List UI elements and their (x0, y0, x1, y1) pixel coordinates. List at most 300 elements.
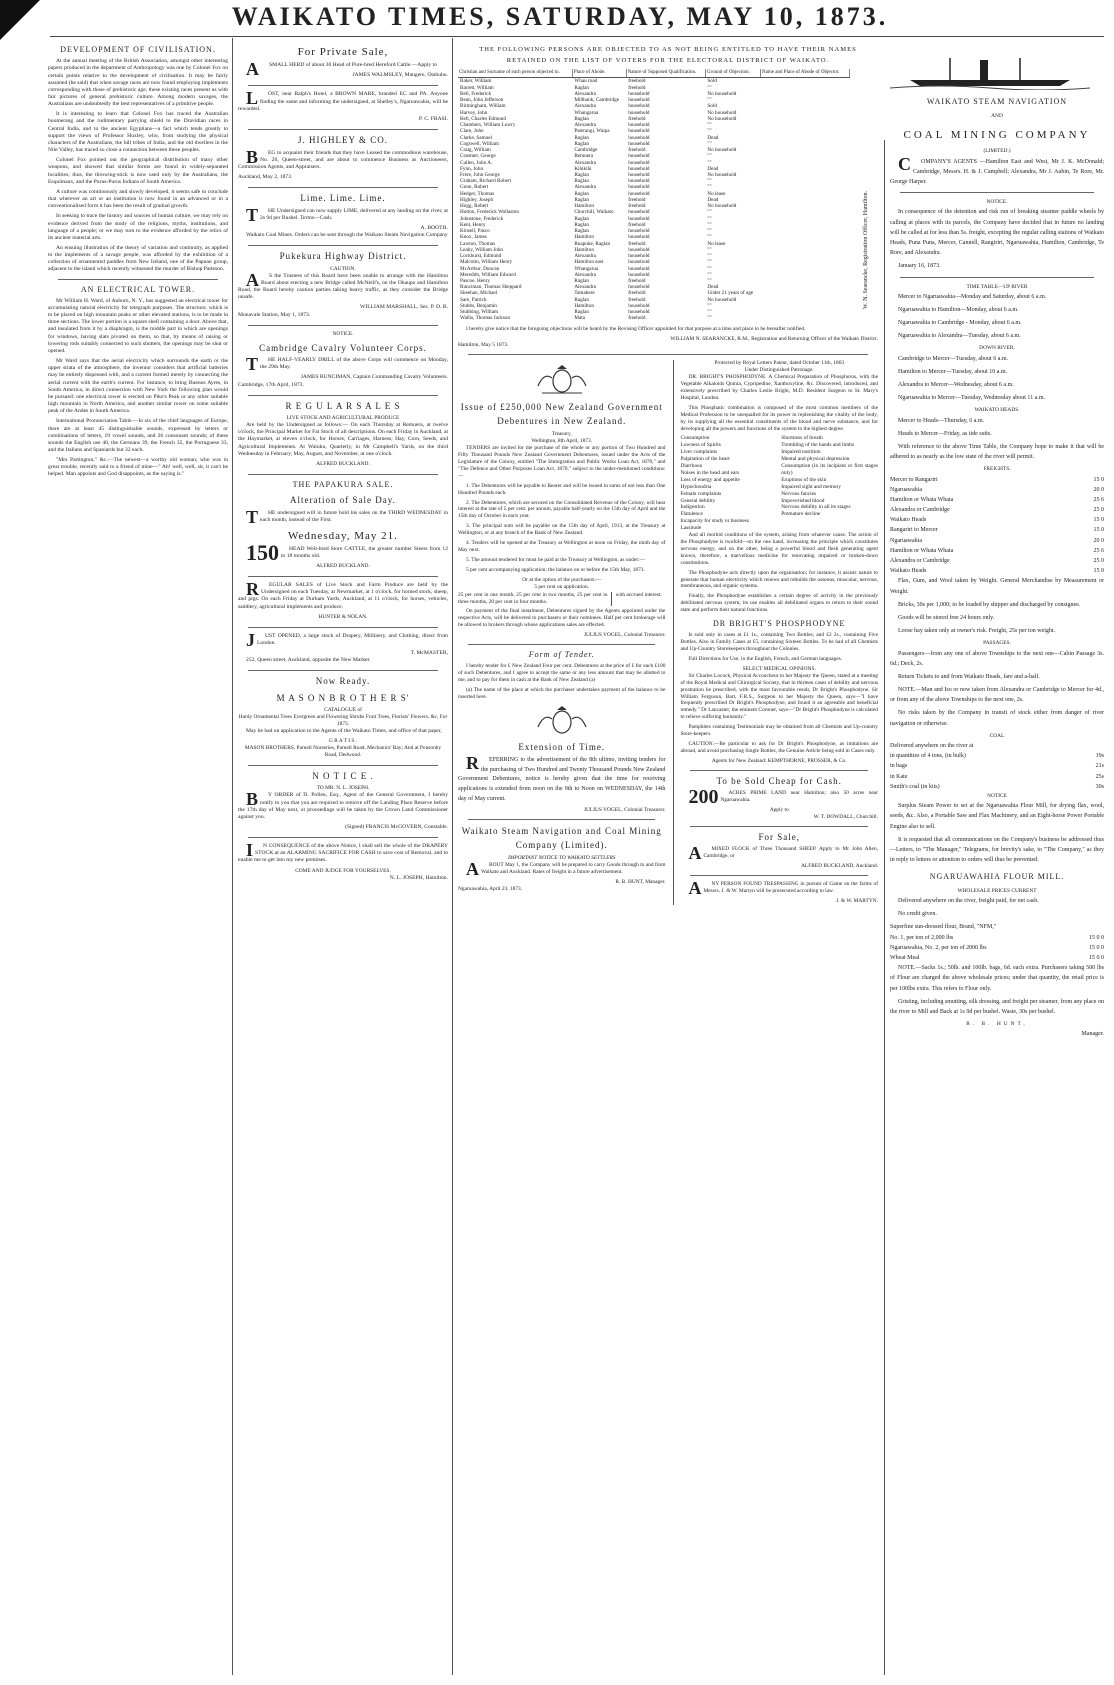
article-heading: DEVELOPMENT OF CIVILISATION. (60, 45, 216, 54)
article-paragraph: Colonel Fox pointed out the geographical distribution of many other weapons, and showed that similar forms are found in widely-separated localities; thus, the throwing-stick is now used only by the Australians, the Esquimaux, and the Purus-Purus Indians of South America. (48, 157, 228, 185)
voter-name: Frere, John George (460, 172, 500, 178)
voter-name: Gunn, Robert (460, 184, 489, 191)
freight-route: Ngaruawahia (890, 537, 922, 544)
freight-route: Waikato Heads (890, 517, 927, 524)
voter-name: Graham, Richard Robert (460, 178, 512, 185)
symptom-item: Lassitude (680, 525, 702, 532)
voter-name: Bell, Frederick (460, 90, 492, 97)
voter-qualification: household (628, 309, 650, 316)
loan-body: TENDERS are invited for the purchase of the whole or any portion of Two Hundred and Fifty Thousand Pounds New Zealand Government Debentures, issued under the Acts of the Legislature of the Colony, entitled "The Immigration and Public Works Loan Act, 1870," and "The Defence and Other Purposes Loan Act, 1870," subject to the under-mentioned conditions:— (458, 445, 666, 479)
divider (900, 277, 1094, 278)
voter-ground: "" (707, 277, 712, 284)
ad-papakura: THE PAPAKURA SALE. Alteration of Sale Day. T HE undersigned will in future hold his sales on the THIRD WEDNESDAY in each month, instead of the First. Wednesday, May 21. 150 HEAD Well-bred Store CATTLE, the greater number Steers from 12 to 18 months old. ALFRED BUCKLAND. (246, 479, 448, 570)
voter-place: Raglan (574, 221, 590, 228)
freight-route: Alexandra or Cambridge (890, 558, 950, 565)
symptom-item: Loss of energy and appetite (680, 476, 740, 483)
article-paragraph: Mr William H. Ward, of Auburn, N. Y., has suggested an electrical tower for accumulating natural electricity for telegraph purposes. The structure, which is to be placed on high mountain peaks or other elevated stations, is to be made in three sections. The lower portion is a square shell containing a door. Above that, and insulated from it by a diaphragm, is the middle part in which are openings for windows, having slats pivoted on them, so that, by means of raising or lowering rods suitably connected to such shutters, the openings may be shut or opened. (48, 297, 228, 354)
voter-place: Raglan (574, 196, 590, 203)
voter-place: Raglan (574, 296, 590, 303)
voter-ground: No lease (707, 190, 726, 197)
voter-name: Meredith, William Edward (460, 271, 516, 278)
royal-arms-icon (532, 364, 592, 396)
freight-price: 15 0 (1093, 476, 1104, 483)
ad-lost-mare: L OST, near Ralph's Hotel, a BROWN MARE, branded EC and PA. Anyone finding the same and informing the undersigned, at Shelley's, Ngaruawahia, will be rewarded. P. C. FRASI. (238, 88, 448, 122)
divider (248, 474, 438, 475)
symptom-item: Premature decline (781, 511, 821, 518)
voter-name: Cranmer, George (460, 153, 496, 160)
voter-qualification: freehold (628, 277, 646, 284)
voter-ground: No household (707, 172, 737, 178)
freight-price: 25 6 (1093, 547, 1104, 554)
timetable-entry: Ngaruawahia to Mercer—Tuesday, Wednesday about 11 a.m. (898, 395, 1046, 402)
coal-prices (890, 751, 1104, 792)
loan-condition: 4. Tenders will be opened at the Treasury at Wellington at noon on Friday, the ninth day of May next. (458, 540, 666, 553)
mill-row (890, 922, 1104, 932)
mill-price: 15 0 0 (1089, 955, 1104, 961)
voter-place: Whau road (574, 78, 598, 85)
divider (248, 129, 438, 130)
voter-name: Chambers, William Lowry (460, 122, 516, 129)
voter-place: Millbank, Cambridge (574, 97, 619, 104)
mill-prices (890, 922, 1104, 963)
voter-name: Bean, John Jefferson (460, 97, 504, 104)
mill-row (890, 953, 1104, 963)
corner-mark (0, 0, 40, 40)
voter-name: Malcolm, William Henry (460, 259, 513, 266)
voter-place: Alexandra (574, 159, 596, 166)
freight-row (890, 566, 1104, 576)
divider (690, 875, 868, 876)
ad-pukekura: Pukekura Highway District. CAUTION. A S the Trustees of this Board have been unable to arrange with the Hamilton Board about erecting a new Bridge called McNeill's, on the Ohaupo and Hamilton Road, the Board hereby caution parties taking heavy traffic, as they consider the Bridge unsafe. WILLIAM MARSHALL, Sec. P. D. B. Monavale Station, May 1, 1873. (238, 251, 448, 318)
voter-qualification: household (628, 134, 650, 141)
voter-ground: Under 21 years of age (707, 290, 754, 297)
voter-name: Fynn, John (460, 165, 484, 172)
freight-row (890, 485, 1104, 495)
voter-name: Sare, Patrick (460, 296, 487, 303)
voter-ground: "" (707, 184, 712, 191)
column-5: WAIKATO STEAM NAVIGATION AND COAL MINING COMPANY (LIMITED.) C OMPANY'S AGENTS —Hamilton East and West, Mr J. K. McDonald; Cambridge, Messrs. H. & J. Campbell; Alexandra, Mr J. Aubin, Te Rore, Mr. George Harper. NOTICE. In consequence of the detention and risk run of breaking steamer paddle wheels by calling at places with its parcels, the Company have decided that in future no landing will be called at for less than 5s. freight, excepting the regular calling stations of Waikato Heads, Puna Puna, Mercer, Cannell, Rangiriri, Ngaruawahia, Hamilton, Cambridge, Te Rore, and Alexandra. January 16, 1873. TIME TABLE—UP RIVER Mercer to Ngaruawahia—Monday and Saturday, about 6 a.m. Ngaruawahia to Hamilton—Monday, about 6 a.m. Ngaruawahia to Cambridge - Monday, about 6 a.m. Ngaruawahia to Alexandra—Tuesday, about 6 a.m. DOWN RIVER. Cambridge to Mercer—Tuesday, about 6 a.m. Hamilton to Mercer—Tuesday, about 10 a.m. Alexandra to Mercer—Wednesday, about 6 a.m. Ngaruawahia to Mercer—Tuesday, Wednesday about 11 a.m. WAIKATO HEADS. Mercer to Heads—Thursday, 6 a.m. Heads to Mercer—Friday, as tide suits. With reference to the above Time Table, the Company hope to make it that will be adhered to as nearly as the low state of the river will permit. FREIGHTS. Mercer to Rangariri 15 0 Ngaruawahia 20 0 Hamilton or Whata Whata 25 6 Alexandra or Cambridge 25 0 Waikato Heads 15 0 Rangariri to Mercer 15 0 Ngaruawahia 20 0 Hamilton or Whata Whata 25 6 Alexandra or Cambridge 25 0 Waikato Heads 15 0 Flax, Gum, and Wool taken by Weight. General Merchandise by Measurement or Weight. Bricks, 30s per 1,000; to be loaded by shipper and discharged by consignee. Goods will be stored free 24 hours only. Loose hay taken only at owner's risk. Freight, 25s per ton weight. PASSAGES. Passengers—from any one of above Townships to the next one—Cabin Passage 3s. 6d.; Deck, 2s. Return Tickets to and from Waikato Heads, fare and a-half. NOTE.—Man and Iso or now taken from Alexandra or Cambridge to Mercer for 4d., or from any of the above Townships to the next one, 2s. No risks taken by the Company in transit of stock either from danger of river navigation or otherwise. COAL Delivered anywhere on the river at in quantities of 4 tons, (in bulk) 19s in bags 21s in Kate 25s Smith's coal (in kits) 30s NOTICE Surplus Steam Power to set at the Ngaruawahia Flour Mill, for drying flax, wool, seeds, &c. Also, a Portable Saw and Flax Machinery, and an Eight-horse Power Portable Engine also to sell. It is requested that all communications on the Company's business be addressed thus—Letters, to "The Manager," Telegrams, for brevity's sake, to "The Company," as they in reply to letters or attention to orders will thus be prevented. NGARUAWAHIA FLOUR MILL. WHOLESALE PRICES CURRENT Delivered anywhere on the river, freight paid, for net cash. No credit given. Superfine sun-dressed flour, Brand, "NFM," No. 1, per ton of 2,000 lbs 15 0 0 Ngaruawahia, No. 2, per ton of 2000 lbs 15 0 0 Wheat Meal 15 0 0 NOTE.—Sacks 1s.; 50lb. and 100lb. bags, 6d. each extra. Purchasers taking 500 lbs of Flour are charged the above wholesale prices; under that quantity, the retail price is per 100lbs extra. This refers to Flour only. Gristing, including smutting, silk dressing, and freight per steamer, from any place on the river to Mill and Back at 1s 9d per bushel. Waste, 30s per bushel. R. B. HUNT, Manager. (890, 50, 1104, 1675)
voter-qualification: household (628, 284, 650, 291)
freight-row (890, 546, 1104, 556)
product-title: DR BRIGHT'S PHOSPHODYNE (712, 619, 846, 629)
divider (248, 670, 438, 671)
symptom-item: Consumption (680, 435, 710, 442)
voter-place: Raglan (574, 172, 590, 178)
voter-qualification: household (628, 153, 650, 160)
voter-qualification: household (628, 90, 650, 97)
coal-item: Smith's coal (in kits) (890, 783, 940, 790)
table-row (458, 315, 850, 321)
coal-price: 25s (1095, 773, 1104, 780)
voter-qualification: household (628, 234, 650, 241)
voter-ground: "" (707, 253, 712, 260)
table-row (458, 78, 850, 85)
symptom-item: Trembling of the hands and limbs (781, 442, 854, 449)
article-paragraph: A culture was continuously and slowly developed, it seems safe to conclude that wherever an art or an institution is now found in an advanced or in a conventionalised form it has been the result of gradual growth. (48, 188, 228, 210)
voter-name: Wallis, Thomas Jackson (460, 315, 511, 322)
voter-name: Runciman, Thomas Sheppard (460, 284, 522, 291)
voter-ground: No household (707, 147, 737, 154)
ad-mason-brothers: Now Ready. M A S O N B R O T H E R S' CATALOGUE of Hardy Ornamental Trees Evergreen and Flowering Shrubs Fruit Trees, Florists' Flowers, &c, For 1873. May be had on application to the Agents of the Waikato Times, and office of that paper, G R A T I S . MASON BROTHERS, Parnell Nurseries, Parnell Road, Mechanics' Bay; And at Ponsonby Road, Dedwood. (238, 676, 448, 759)
voter-qualification: household (628, 253, 650, 260)
loan-signature: JULIUS VOGEL, Colonial Treasurer. (583, 632, 666, 638)
loan-condition: 5. The amount tendered for must be paid at the Treasury at Wellington, as under:— (466, 556, 646, 563)
loan-condition: 2. The Debentures, which are secured on the Consolidated Revenue of the Colony, will bear interest at the rate of 5 per cent. per annum, payable half-yearly on the 15th day of April and the 15th day of October in each year. (458, 499, 666, 520)
debenture-column: Issue of £250,000 New Zealand Government Debentures in New Zealand. Treasury, Wellington, 8th April, 1873. TENDERS are invited for the purchase of the whole or any portion of Two Hundred and Fifty Thousand Pounds New Zealand Government Debentures, issued under the Acts of the Legislature of the Colony, entitled "The Immigration and Public Works Loan Act, 1870," and "The Defence and Other Purposes Loan Act, 1870," subject to the under-mentioned conditions:— 1. The Debentures will be payable to Bearer and will be issued in sums of not less than One Hundred Pounds each. 2. The Debentures, which are secured on the Consolidated Revenue of the Colony, will bear interest at the rate of 5 per cent. per annum, payable half-yearly on the 15th day of April and the 15th day of October in each year. 3. The principal sum will be payable on the 15th day of April, 1913, at the Treasury at Wellington, or at any branch of the Bank of New Zealand. 4. Tenders will be opened at the Treasury at Wellington at noon on Friday, the ninth day of May next. 5. The amount tendered for must be paid at the Treasury at Wellington, as under:— 5 per cent accompanying application; the balance on or before the 15th May, 1873. Or at the option of the purchasers:— 5 per cent on application. 25 per cent in one month, 25 per cent in two months, 25 per cent in three months, 20 per cent in four months. with accrued interest. On payment of the final instalment, Debentures signed by the Agents appointed under the respective Acts, will be delivered to purchasers or their nominees. Half per cent brokerage will be allowed to brokers through whose applications sales are effected. JULIUS VOGEL, Colonial Treasurer. Form of Tender. I hereby tender for £ New Zealand Four per cent. Debentures at the price of £ for each £100 of such Debentures, and I agree to accept the same or any less amount that may be allotted to me, and to pay for them in cash at the Bank of New Zealand (a) (a) The name of the place at which the purchaser undertakes payment of the balance to be inserted here. Extension of Time. R EFERRING to the advertisement of the 8th ultimo, inviting tenders for the purchasing of Two Hundred and Twenty Thousand Pounds New Zealand Government Debentures, notice is hereby given that the time for receiving applications is extended from noon on the 9th to Noon on WEDNESDAY, the 14th day of May current. JULIUS VOGEL, Colonial Treasurer. Waikato Steam Navigation and Coal Mining Company (Limited). IMPORTANT NOTICE TO WAIKATO SETTLERS A BOUT May 1, the Company will be prepared to carry Goods through to and from Waikato and Auckland. Rates of freight in a future advertisement. R. B. HUNT, Manager. Ngaruawahia, April 23, 1873. (458, 360, 665, 904)
voter-place: Paterangi, Waipa (574, 128, 610, 135)
coal-row (890, 751, 1104, 761)
steamer-icon (890, 50, 1090, 90)
voter-name: Craig, William (460, 147, 491, 154)
divider (900, 192, 1094, 193)
voter-qualification: freehold (628, 315, 646, 322)
voter-qualification: freehold (628, 147, 646, 154)
symptom-item: Nervous fancies (781, 490, 817, 497)
coal-row (890, 782, 1104, 792)
voter-place: Remuera (574, 153, 594, 160)
voter-qualification: freehold (628, 290, 646, 297)
symptom-item: Impaired nutrition (781, 449, 821, 456)
symptom-item: Noises in the head and ears (680, 469, 740, 476)
voter-name: Knox, James (460, 234, 487, 241)
coal-price: 30s (1095, 783, 1104, 790)
voter-place: Cambridge (574, 147, 598, 154)
timetable-entry: Ngaruawahia to Alexandra—Tuesday, about 6 a.m. (898, 333, 1021, 340)
article-paragraph: It is interesting to learn that Colonel Fox has traced the Australian boomerang and the rudimentary parrying shield to the Dravidian races in Central India, and to the ancient Egyptians—a fact which tends greatly to support the views of Professor Huxley, who, from studying the physical characters of the Australians, the hill tribes of India, and the old dwellers in the Nile Valley, has traced so close a connection between these peoples. (48, 111, 228, 154)
freight-row (890, 495, 1104, 505)
voter-name: Clare, John (460, 128, 484, 135)
voter-place: Alexandra (574, 122, 596, 129)
freight-route: Hamilton or Whata Whata (890, 547, 954, 554)
masthead: WAIKATO TIMES, SATURDAY, MAY 10, 1873. (231, 2, 889, 31)
voter-place: Alexandra (574, 284, 596, 291)
voter-name: Clarke, Samuel (460, 134, 492, 141)
voter-place: Alexandra (574, 271, 596, 278)
freight-route: Waikato Heads (890, 568, 927, 575)
symptom-item: Diarrhoea (680, 463, 702, 470)
freight-price: 25 0 (1093, 558, 1104, 565)
divider (690, 826, 868, 827)
divider (248, 245, 438, 246)
voter-ground: "" (707, 153, 712, 160)
voter-name: Johnstone, Frederick (460, 215, 504, 222)
mill-row (890, 943, 1104, 953)
freight-price: 20 0 (1093, 537, 1104, 544)
voter-qualification: household (628, 140, 650, 147)
voter-qualification: household (628, 209, 650, 216)
ad-notice-joseph: N O T I C E . TO MR. N. L. JOSEPH. B Y ORDER of D. Pollen, Esq., Agent of the General Government, I hereby notify to you that you are required to remove off the Landing Place Reserve before the 17th day of May next, or proceedings will be taken by the Crown Land Commissioner against you. (Signed) FRANCIS McGOVERN, Constable. (238, 770, 448, 830)
article-paragraph: At the annual meeting of the British Association, amongst other interesting papers produced in the department of Anthropology was one by Colonel Fox on certain points relative to the development of civilisation. It may be fairly assumed (he said) that when savage races are now found employing implements corresponding with those of prehistoric age, these existing races present us with fair pictures of general prehistoric culture. Among modern savages, the Australians are undoubtedly the best representatives of a primitive people. (48, 58, 228, 108)
column-rule (232, 38, 233, 1675)
coal-row (890, 761, 1104, 771)
article-paragraph: International Pronunciation Table.—In six of the chief languages of Europe, there are at least 45 distinguishable sounds, expressed by letters or combinations of letters, 19 vowel sounds, and 26 consonant sounds; of these sounds the English use 40, the Germans 39, the French 35, the Portuguese 33, and the Italians and Spaniards but 32 each. (48, 418, 228, 453)
voter-qualification: household (628, 190, 650, 197)
article-paragraph: An ensuing illustration of the theory of variation and continuity, as applied to the implements of a savage people, was afforded by the exhibition of a collection of ornamented paddles from New Ireland, one of the Papuan group, adjacent to the island which recently witnessed the murder of Bishop Patteson. (48, 244, 228, 273)
voter-ground: "" (707, 228, 712, 235)
freight-table (890, 475, 1104, 577)
mill-price: 15 0 0 (1089, 944, 1104, 951)
voter-table-wrap (458, 69, 878, 322)
voter-ground: "" (707, 259, 712, 266)
voter-place: Raglan (574, 215, 590, 222)
mill-row (890, 933, 1104, 943)
voter-objector (761, 315, 850, 321)
symptom-item: Indigestion (680, 504, 705, 511)
divider (248, 187, 438, 188)
voter-place: Raglan (574, 115, 590, 122)
voter-qualification: household (628, 165, 650, 172)
voter-ground: No household (707, 109, 737, 116)
voter-qualification: household (628, 178, 650, 185)
voter-ground: "" (707, 209, 712, 216)
voter-ground: Dead (707, 134, 719, 141)
objector-name: W. N. Searancke, Registration Officer, Hamilton. (863, 191, 869, 310)
voter-ground: "" (707, 221, 712, 228)
symptom-item: Eruptions of the skin (781, 476, 827, 483)
voter-qualification: household (628, 302, 650, 309)
freight-price: 15 0 (1093, 568, 1104, 575)
column-rule (884, 140, 885, 1675)
notice-body: I hereby give notice that the foregoing objections will be heard by the Revising Officer appointed for that purpose at a time and place to be hereafter notified. (466, 325, 806, 332)
symptom-item: Liver complaints (680, 449, 718, 456)
voter-name: Lawton, Thomas (460, 240, 496, 247)
voter-name: Lockhurst, Edmund (460, 253, 502, 260)
voter-ground: "" (707, 302, 712, 309)
voter-name: Leahy, William John (460, 246, 504, 253)
coal-item: in bags (890, 763, 908, 770)
phosphodyne-column: Protected by Royal Letters Patent, dated October 11th, 1863 Under Distinguished Patronage. DR. BRIGHT'S PHOSPHODYNE. A Chemical Preparation of Phosphorus, with the Vegetable Alkaloids Quinia, Cypripedine, Xanthoxyline, &c. Discovered, introduced, and extensively prescribed by Charles Leslie Bright, M.D. Resident Surgeon to St. Mary's Hospital, London. This Phosphatic combination is composed of the most common members of the Medical Profession to be unequalled for its power in replenishing the vitality of the body, by its supplying all the essential constituents of the blood and nerve substance, and for developing all the powers and functions of the system to the highest degree. Consumption Lowness of Spirits Liver complaints Palpitation of the heart Diarrhoea Noises in the head and ears Loss of energy and appetite Hypochondria Female complaints General debility Indigestion Flatulence Incapacity for study or business Lassitude Shortness of breath Trembling of the hands and limbs Impaired nutrition Mental and physical depression Consumption (in its incipient or first stages only) Eruptions of the skin Impaired sight and memory Nervous fancies Impoverished blood Nervous debility in all its stages Premature decline And all morbid conditions of the system, arising from whatever cause. The action of the Phosphodyne is twofold—on the one hand, increasing the principle which constitutes nervous energy, and on the other, being a powerful blood and flesh generating agent known, therefore, a marvellous medicine for renovating impaired or broken-down constitutions. The Phosphodyne acts directly upon the organisation; for instance, it assists nature to generate that human electricity which renews and rebuilds the osseous, muscular, nervous, membraneous, and organic systems. Finally, the Phosphodyne establishes a certain degree of activity in the previously debilitated nervous system; its use enables all debilitated organs to return to their sound state and perform their natural functions. DR BRIGHT'S PHOSPHODYNE Is sold only in cases at £1 1s., containing Two Bottles; and £2 2s., containing Five Bottles. Also in Family Cases at £5, containing Sixteen Bottles. To be had of all Chemists and Up-Country Storekeepers throughout the Colonies. Full Directions for Use, in the English, French, and German languages. SELECT MEDICAL OPINIONS. Sir Charles Locock, Physical Accoucheur to her Majesty the Queen, stated at a meeting of the Royal Medical and Chirurgical Society, that in thirteen cases of debility and nervous prostration he prescribed, with the most favourable result, Dr Bright's Phosphodyne. Sir William Ferguson, Bart, F.R.S., Surgeon to her Majesty the Queen, says—"I have frequently prescribed Dr Bright's Phosphodyne, and found it an agreeable and beneficial remedy." Dr Lancaster, the eminent Coroner, says—"Dr Bright's Phosphodyne is calculated to relieve suffering humanity." Pamphlets containing Testimonials may be obtained from all Chemists and Up-country Store-keepers. CAUTION.—Be particular to ask for Dr Bright's Phosphodyne, as imitations are abroad, and avoid purchasing Single Bottles, the Genuine Article being sold in Cases only. Agents for New Zealand: KEMPTHORNE, PROSSER, & Co. To be Sold Cheap for Cash. 200 ACRES PRIME LAND near Hamilton; also 50 acres near Ngaruawahia. Apply to W. T. DOWDALL, Churchill. For Sale, A MIXED FLOCK of Three Thousand SHEEP. Apply to Mr John Allen, Cambridge, or ALFRED BUCKLAND, Auckland. A NY PERSON FOUND TRESPASSING in pursuit of Game on the farms of Messrs. J. & W. Martyn will be prosecuted according to law. J. & W. MARTYN. (673, 360, 878, 904)
voter-place: Whangarua (574, 265, 599, 272)
symptom-item: General debility (680, 497, 716, 504)
mill-item: Superfine sun-dressed flour, Brand, "NFM," (890, 924, 997, 931)
ad-private-sale: For Private Sale, A SMALL HERD of about 30 Head of Pure-bred Hereford Cattle.—Apply to JAMES WALMSLEY, Mangere, Otahuhu. (246, 46, 448, 80)
voter-place: Kihikihi (574, 165, 592, 172)
symptom-item: Hypochondria (680, 483, 712, 490)
freight-price: 20 0 (1093, 486, 1104, 493)
freight-route: Ngaruawahia (890, 486, 922, 493)
voter-ground: Dead (707, 165, 719, 172)
voter-ground: No household (707, 296, 737, 303)
voter-ground: Dead (707, 196, 719, 203)
voter-qualification: household (628, 159, 650, 166)
voter-qualification: household (628, 122, 650, 129)
article-paragraph: "Mrs Partington," &c.—The newest—a worthy old woman, who was in great trouble, recently said to a friend of mine—" Ah! well, well, sir, it can't be helped. Man appoints and God disappoints, as the saying is." (48, 457, 228, 478)
divider (468, 644, 655, 645)
up-river-timetable (890, 292, 1104, 342)
voter-ground: No household (707, 90, 737, 97)
article-paragraph: In seeking to trace the history and sources of human culture, we may rely on evidence derived from the study of the religions, myths, institutions, and language of a people; or we may turn to the evidence afforded by the relics of its ancient material arts. (48, 213, 228, 241)
voter-qualification: freehold (628, 221, 646, 228)
timetable-entry: Heads to Mercer—Friday, as tide suits. (898, 430, 992, 437)
voter-place: Raglan (574, 228, 590, 235)
loan-condition: 3. The principal sum will be payable on the 15th day of April, 1913, at the Treasury at Wellington, or at any branch of the Bank of New Zealand. (458, 523, 666, 537)
voter-qualification: household (628, 228, 650, 235)
extension-title: Extension of Time. (518, 741, 606, 752)
mill-item: No. 1, per ton of 2,000 lbs (890, 934, 954, 941)
symptom-item: Impoverished blood (781, 497, 825, 504)
voter-name: Harvey, John (460, 109, 488, 116)
voter-ground: No lease (707, 240, 726, 247)
voter-place: Hamilton (574, 234, 594, 241)
voter-ground: "" (707, 265, 712, 272)
voter-ground: Dead (707, 284, 719, 291)
coal-item: in quantities of 4 tons, (in bulk) (890, 753, 966, 760)
voter-place: Raglan (574, 84, 590, 91)
tender-body: I hereby tender for £ New Zealand Four per cent. Debentures at the price of £ for each £100 of such Debentures, and I agree to accept the same or any less amount that may be allotted to me, and to pay for them in cash at the Bank of New Zealand (a) (458, 663, 666, 683)
coal-price: 19s (1095, 753, 1104, 760)
freight-route: Mercer to Rangariri (890, 476, 938, 483)
voter-ground: "" (707, 140, 712, 147)
divider (248, 395, 438, 396)
table-header: Name and Place of Abode of Objector. (761, 69, 850, 78)
divider (248, 627, 438, 628)
notice-date: Hamilton, May 5 1873. (458, 342, 509, 349)
symptom-item: Female complaints (680, 490, 722, 497)
voter-ground: "" (707, 215, 712, 222)
symptom-item: Shortness of breath (781, 435, 823, 442)
voter-qualification: freehold (628, 196, 646, 203)
voter-name: Barrett, William (460, 84, 494, 91)
timetable-entry: Mercer to Heads—Thursday, 6 a.m. (898, 417, 985, 424)
voter-ground: "" (707, 178, 712, 185)
divider (248, 85, 438, 86)
voter-place: Ruapuke, Raglan (574, 240, 611, 247)
voter-name: Hogg, Robert (460, 203, 489, 210)
top-rule (50, 36, 1104, 37)
freight-route: Hamilton or Whata Whata (890, 496, 954, 503)
voter-qualification: household (628, 246, 650, 253)
ad-regular-sales: R E G U L A R S A L E S LIVE STOCK AND AGRICULTURAL PRODUCE Are held by the Undersigned as follows:— On each Thursday at Remuera, at twelve o'clock, the Principal Market for Fat Stock of all descriptions. On each Friday in Auckland, at the Haymarket, at eleven o'clock, for Horses, Carriages, Harness, Hay, Corn, Seeds, and Agricultural Implements. At Waiuku, Quarterly, in Mr Campbell's Yards, on the third Wednesday in February, May, August, and November, at one o'clock. ALFRED BUCKLAND. (238, 400, 448, 467)
voter-qualification: freehold (628, 240, 646, 247)
voter-qualification: freehold (628, 84, 646, 91)
timetable-entry: Alexandra to Mercer—Wednesday, about 6 a.m. (898, 382, 1014, 389)
voter-place: Hamilton east (574, 259, 604, 266)
symptom-item: Incapacity for study or business (680, 518, 750, 525)
voter-name: Kinsell, Pasco (460, 228, 490, 235)
loan-title: Issue of £250,000 New Zealand Government Debentures in New Zealand. (460, 402, 663, 426)
article-heading: AN ELECTRICAL TOWER. (80, 284, 196, 294)
voter-place: Alexandra (574, 253, 596, 260)
symptoms-list (680, 435, 878, 532)
symptom-item: Impaired sight and memory (781, 483, 841, 490)
freight-price: 25 6 (1093, 496, 1104, 503)
voter-place: Raglan (574, 140, 590, 147)
ad-hunter-nolan: R EGULAR SALES of Live Stock and Farm Produce are held by the Undersigned on each Tuesday, at Newmarket, at 1 o'clock, for horned stock, sheep, and pigs. On each Friday at Durham Yards, Auckland, at 11 o'clock, for horses, vehicles, saddlery, agricultural implements and produce. HUNTER & NOLAN. (238, 579, 448, 620)
voter-place: Alexandra (574, 184, 596, 191)
voter-place: Churchill, Waikato (574, 209, 614, 216)
voter-place: Raglan (574, 190, 590, 197)
voter-place: Tamahere (574, 290, 595, 297)
column-rule (452, 38, 453, 1675)
voter-qualification: household (628, 265, 650, 272)
ad-highley: J. HIGHLEY & CO. B EG to acquaint their friends that they have Leased the commodious warehouse, No. 26, Queen-street, and are about to commence Business as Auctioneers, Commission Agents, and Appraisers. Auckland, May 2, 1873. (238, 135, 448, 180)
divider (248, 576, 438, 577)
coal-item: in Kate (890, 773, 908, 780)
voter-ground: "" (707, 128, 712, 135)
voter-name: Highley, Joseph (460, 196, 494, 203)
loan-conditions (458, 483, 665, 564)
voter-qualification: freehold (628, 115, 646, 122)
voter-ground: "" (707, 159, 712, 166)
voter-name: Hedger, Thomas (460, 190, 495, 197)
freight-price: 15 0 (1093, 527, 1104, 534)
voter-qualification: household (628, 97, 650, 104)
voter-name: Baker, William (460, 78, 492, 85)
freight-row (890, 475, 1104, 485)
voter-name: McArthur, Duncan (460, 265, 500, 272)
voter-name: Bell, Charles Edmund (460, 115, 506, 122)
voter-qualification: freehold (628, 203, 646, 210)
freight-route: Rangariri to Mercer (890, 527, 938, 534)
lower-section (458, 360, 878, 904)
voter-qualification: household (628, 172, 650, 178)
voter-qualification: freehold (628, 78, 646, 85)
timetable-entry: Mercer to Ngaruawahia—Monday and Saturday, about 6 a.m. (898, 293, 1047, 300)
symptom-item: Nervous debility in all its stages (781, 504, 851, 511)
voter-ground: "" (707, 234, 712, 241)
timetable-entry: Hamilton to Mercer—Tuesday, about 10 a.m. (898, 368, 1008, 375)
mill-item: Wheat Meal (890, 955, 920, 961)
symptom-item: Flatulence (680, 511, 703, 518)
timetable-entry: Ngaruawahia to Cambridge - Monday, about 6 a.m. (898, 320, 1022, 327)
voter-qualification: household (628, 271, 650, 278)
symptom-item: Palpitation of the heart (680, 456, 730, 463)
voter-table (458, 69, 850, 322)
notice-signature: WILLIAM N. SEARANCKE, R.M., Registration and Returning Officer of the Waikato District. (670, 335, 878, 342)
divider (248, 837, 438, 838)
voter-name: Cogswell, William (460, 140, 499, 147)
voter-ground: "" (707, 122, 712, 129)
royal-arms-icon (532, 705, 592, 737)
timetable-entry: Ngaruawahia to Hamilton—Monday, about 6 a.m. (898, 306, 1019, 313)
ad-mcmaster: J UST OPENED, a large stock of Drapery, Millinery, and Clothing, direct from London. T. McMASTER, 252, Queen street, Auckland, opposite the New Market. (246, 629, 448, 664)
divider (468, 354, 868, 355)
freight-row (890, 515, 1104, 525)
voter-place: Raglan (574, 277, 590, 284)
coal-price: 21s (1095, 763, 1104, 770)
column-3 (458, 40, 878, 1675)
voter-place: Hamilton (574, 203, 594, 210)
mill-price: 15 0 0 (1089, 934, 1104, 941)
voter-qualification: freehold (628, 296, 646, 303)
freight-row (890, 525, 1104, 535)
column-2 (238, 40, 448, 1675)
column-1 (48, 40, 228, 1675)
voter-name: Pascoe, Henry (460, 277, 490, 284)
coal-row (890, 772, 1104, 782)
freight-price: 25 0 (1093, 507, 1104, 514)
table-header: Ground of Objection. (705, 69, 760, 78)
voter-place: Raglan (574, 178, 590, 185)
symptom-item: Lowness of Spirits (680, 442, 721, 449)
voter-ground: Sold (707, 78, 717, 85)
voter-name: Kent, Henry (460, 221, 486, 228)
table-header: Christian and Surname of each person objected to. (458, 69, 572, 78)
loan-condition: 1. The Debentures will be payable to Bearer and will be issued in sums of not less than One Hundred Pounds each. (458, 482, 666, 496)
voter-place: Raglan (574, 309, 590, 316)
voter-ground: "" (707, 315, 712, 322)
voter-place: Mata (574, 315, 585, 322)
ad-joseph-sale: I N CONSEQUENCE of the above Notice, I shall sell the whole of the DRAPERY STOCK at an ALARMING SACRIFICE FOR CASH to save cost of Removal, and to enable me to get into my new premises. COME AND JUDGE FOR YOURSELVES. N. L. JOSEPH, Hamilton. (238, 840, 448, 881)
voter-ground: No household (707, 203, 737, 210)
symptom-item: Consumption (in its incipient or first stages only) (781, 463, 878, 476)
voter-place: Hamilton (574, 302, 594, 309)
timetable-entry: Cambridge to Mercer—Tuesday, about 6 a.m. (898, 355, 1009, 362)
article-paragraph: Mr Ward says that the aerial electricity which surrounds the earth or the upper strata of the atmosphere, the inventor considers that artificial batteries may be entirely dispensed with, and a current formed merely by connecting the aerial current with the earth's current. For instance, to bring Buenos Ayres, in South America, in direct connection with New York the following plan would be pursued: one electrical tower is erected on Pike's Peak or any other suitable high mountain in North America, and another similar tower on some suitable peak of the Andes in South America. (48, 358, 228, 415)
voter-ground: No household (707, 115, 737, 122)
voter-name: Sheehan, Michael (460, 290, 498, 297)
voter-qualification: household (628, 103, 650, 110)
